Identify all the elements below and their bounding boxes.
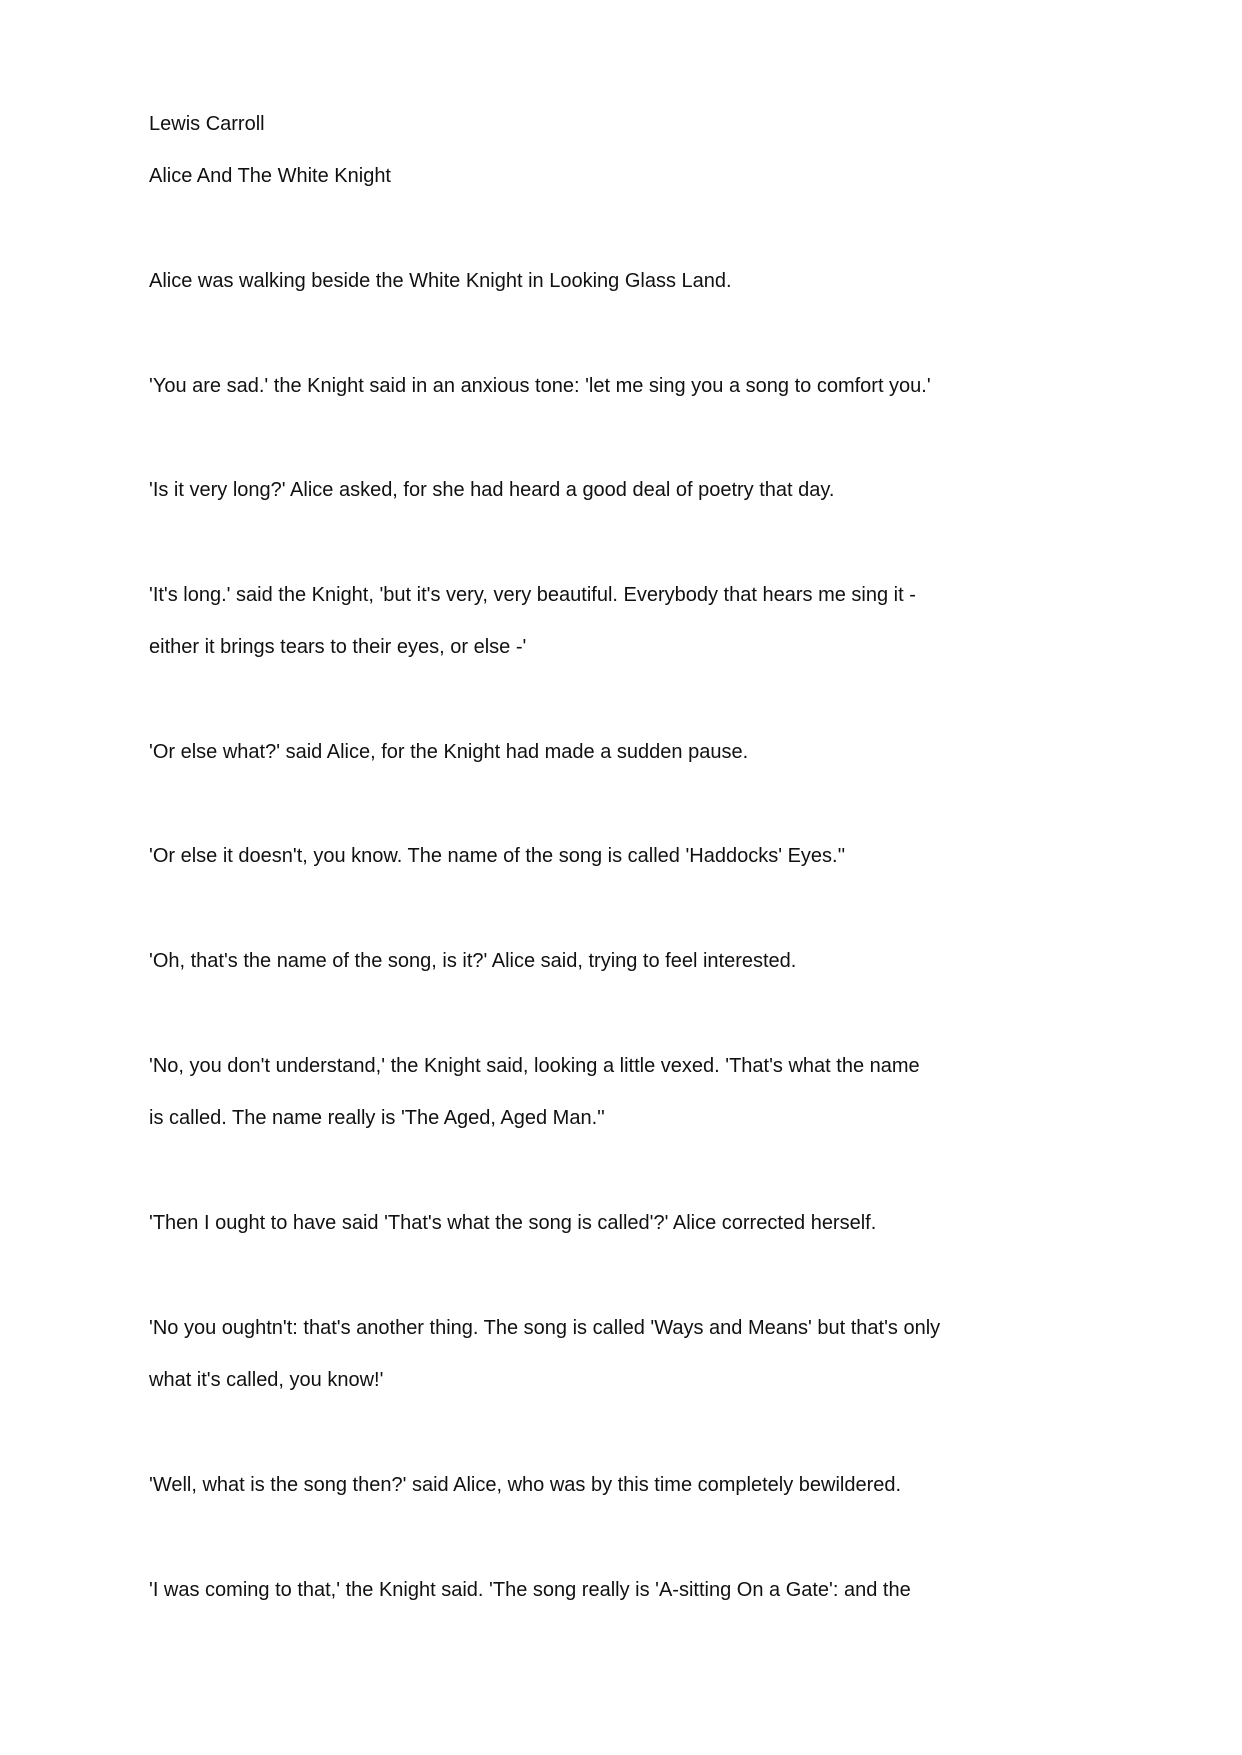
text-line: is called. The name really is 'The Aged, Aged Man.'' — [149, 1107, 605, 1129]
text-line: 'Then I ought to have said 'That's what the song is called'?' Alice corrected herself. — [149, 1212, 877, 1234]
author-line: Lewis Carroll — [149, 113, 265, 135]
text-line: 'I was coming to that,' the Knight said. 'The song really is 'A-sitting On a Gate': and the — [149, 1579, 911, 1601]
text-line: 'Is it very long?' Alice asked, for she had heard a good deal of poetry that day. — [149, 479, 835, 501]
text-line: 'Well, what is the song then?' said Alice, who was by this time completely bewildered. — [149, 1474, 902, 1496]
text-line: 'You are sad.' the Knight said in an anxious tone: 'let me sing you a song to comfort you.' — [149, 375, 931, 397]
text-line: 'It's long.' said the Knight, 'but it's very, very beautiful. Everybody that hears me sing it - — [149, 584, 916, 606]
text-line: what it's called, you know!' — [149, 1369, 384, 1391]
text-line: 'No, you don't understand,' the Knight said, looking a little vexed. 'That's what the name — [149, 1055, 920, 1077]
text-line: 'Oh, that's the name of the song, is it?' Alice said, trying to feel interested. — [149, 950, 797, 972]
title-line: Alice And The White Knight — [149, 165, 391, 187]
text-line: 'No you oughtn't: that's another thing. The song is called 'Ways and Means' but that's only — [149, 1317, 941, 1339]
text-line: 'Or else what?' said Alice, for the Knight had made a sudden pause. — [149, 741, 749, 763]
text-line: 'Or else it doesn't, you know. The name of the song is called 'Haddocks' Eyes.'' — [149, 845, 846, 867]
text-line: Alice was walking beside the White Knight in Looking Glass Land. — [149, 270, 732, 292]
text-line: either it brings tears to their eyes, or else -' — [149, 636, 527, 658]
